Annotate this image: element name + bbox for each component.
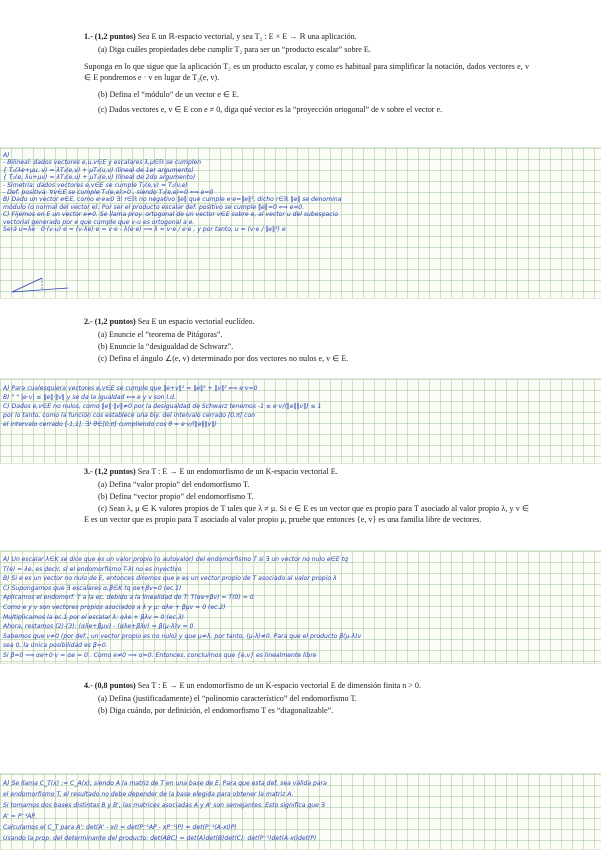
question-3-part-b: (b) Defina “vector propio” del endomorfismo T.	[98, 492, 254, 501]
question-3	[0, 466, 601, 525]
answer-sheet-3	[0, 550, 601, 664]
question-2-part-c: (c) Defina el ángulo ∠(e, v) determinado por dos vectores no nulos e, v ∈ E.	[98, 354, 349, 363]
question-1	[0, 31, 601, 115]
question-4-statement: Sea T : E → E un endomorfismo de un K-espacio vectorial E de dimensión finita n > 0.	[137, 681, 421, 690]
answer-line: Multiplicamos la ec.1 por el escalar λ: αλe + βλv = 0 (ec.3)	[3, 613, 185, 621]
question-3-part-c: (c) Sean λ, μ ∈ K valores propios de T tales que λ ≠ μ. Si e ∈ E es un vector que es propio para T asociado al valor propio λ, y v ∈ E es un vector que es propio para T asociado al valor propio μ, pruebe que entonces {e, v} es una familia libre de vectores.	[84, 504, 529, 524]
answer-line: B) " " |e·v| ≤ ‖e‖·‖v‖ y se da la igualdad ⟺ e y v son l.d.	[3, 394, 176, 401]
question-4-heading	[84, 680, 529, 691]
answer-line: A) Se llama C_T(x) := C_A(x), siendo A la matriz de T en una base de E. Para que esta def. sea válida para	[3, 780, 327, 787]
answer-line: Sabemos que v≠0 (por def., un vector propio es no nulo) y que μ≠λ, por tanto, (μ-λ)≠0. Para que el producto β(μ-λ)v	[3, 632, 362, 640]
answer-line: Como e y v son vectores propios asociados a λ y μ: αλe + βμv = 0 (ec.2)	[3, 603, 226, 611]
answer-2-handwriting	[3, 384, 598, 429]
answer-line: B) Si e es un vector no nulo de E, entonces diremos que e es un vector propio de T asociado al valor propio λ	[3, 575, 337, 583]
answer-line: Si tomamos dos bases distintas B y B', las matrices asociadas A y A' son semejantes. Esto significa que ∃	[3, 802, 325, 809]
answer-line: Usando la prop. del determinante del producto: det(ABC) = det(A)det(B)det(C): det(P⁻¹)det(A-xI)det(P)	[3, 835, 317, 842]
answer-line: Si β=0 ⟹ αe+0·v = αe = 0 . Como e≠0 ⟹ α=0. Entonces, concluimos que {e,v} es linealmente libre	[3, 651, 317, 659]
question-3-number: 3.- (1,2 puntos)	[84, 467, 136, 476]
answer-sheet-2	[0, 378, 601, 464]
answer-sheet-1	[0, 147, 601, 299]
question-3-part-a: (a) Defina “valor propio” del endomorfismo T.	[98, 480, 250, 489]
question-4-part-a: (a) Defina (justificadamente) el “polinomio característico” del endomorfismo T.	[98, 694, 357, 703]
answer-line: C) Dados e,v∈E no nulos, como ‖e‖·‖v‖≠0 por la desigualdad de Schwarz tenemos -1 ≤ e·v/(‖e‖‖v‖) ≤ 1	[3, 403, 322, 410]
question-1-heading	[84, 31, 534, 42]
question-2-statement: Sea E un espacio vectorial euclídeo.	[137, 317, 255, 326]
answer-line: T(e) = λe, es decir, si el endomorfismo T-λI no es inyectivo	[3, 565, 182, 573]
question-3-heading	[84, 466, 534, 477]
question-4-number: 4.- (0,8 puntos)	[84, 681, 136, 690]
answer-1-handwriting	[3, 152, 598, 233]
answer-line: Será u=λe · 0·(v-u)·e = (v-λe)·e = v·e - λ(e·e) ⟹ λ = v·e / e·e , y por tanto, u = (v·e / ‖e‖²) e	[3, 225, 286, 233]
answer-line: vectorial generado por e que cumple que v-u es ortogonal a e.	[3, 218, 195, 226]
answer-line: Calculamos el C_T para A': det(A' - xI) = det(P⁻¹AP - xP⁻¹IP) = det(P⁻¹(A-xI)P)	[3, 824, 237, 831]
answer-line: B) Dado un vector e∈E, como e·e≥0 ∃! r∈ℝ no negativo ‖e‖ que cumple e·e=‖e‖², dicho r∈ℝ ‖e‖ se denomina	[3, 196, 342, 204]
question-1-part-a: (a) Diga cuáles propiedades debe cumplir T₂ para ser un “producto escalar” sobre E.	[98, 45, 371, 54]
answer-4-handwriting	[3, 778, 598, 844]
answer-line: C) Fijemos en E un vector e≠0. Se llama proy. ortogonal de un vector v∈E sobre e, al vector u del subespacio	[3, 211, 339, 219]
answer-line: C) Supongamos que ∃ escalares α,β∈K tq αe+βv=0 (ec.1)	[3, 584, 182, 592]
answer-3-handwriting	[3, 555, 598, 661]
answer-line: { T₂(e, λu+μv) = λT₂(e,u) + μT₂(e,v) (lineal de 2do argumento)	[3, 174, 196, 182]
answer-line: - Def. positiva: ∀v∈E se cumple T₂(e,e)>0 , siendo T₂(e,e)=0 ⟺ e=0	[3, 188, 214, 196]
question-2-part-a: (a) Enuncie el “teorema de Pitágoras”.	[98, 330, 223, 339]
answer-line: Ahora, restamos (2)-(3): (αλe+βμv) - (αλe+βλv) = β(μ-λ)v = 0	[3, 623, 194, 631]
question-2-heading	[84, 316, 534, 327]
answer-line: módulo (o normal del vector e). Por ser el producto escalar def. positivo se cumple ‖e‖=0 ⟺ e=0.	[3, 203, 305, 211]
answer-line: el endomorfismo T, el resultado no debe depender de la base elegida para obtener la matriz A.	[3, 791, 294, 798]
answer-line: { T₂(λe+μu, v) = λT₂(e,v) + μT₂(u,v) (lineal de 1er argumento)	[3, 166, 194, 174]
question-4-part-b: (b) Diga cuándo, por definición, el endomorfismo T es “diagonalizable”.	[98, 706, 334, 715]
question-1-number: 1.- (1,2 puntos)	[84, 32, 136, 41]
question-3-statement: Sea T : E → E un endomorfismo de un K-espacio vectorial E.	[137, 467, 338, 476]
question-1-statement: Sea E un ℝ-espacio vectorial, y sea T₂ : E × E → ℝ una aplicación.	[137, 32, 357, 41]
answer-line: A' = P⁻¹AP.	[3, 813, 37, 820]
answer-line: el intervalo cerrado [-1,1], ∃! θ∈[0,π] cumpliendo cos θ = e·v/(‖e‖‖v‖)	[3, 421, 217, 428]
answer-line: A) Para cualesquiera vectores e,v∈E se cumple que ‖e+v‖² = ‖e‖² + ‖v‖² ⟺ e·v=0	[3, 385, 258, 392]
question-1-part-c: (c) Dados vectores e, v ∈ E con e ≠ 0, diga qué vector es la “proyección ortogonal” de v sobre el vector e.	[98, 105, 443, 114]
question-1-part-b: (b) Defina el “módulo” de un vector e ∈ E.	[98, 90, 239, 99]
answer-line: A) Un escalar λ∈K se dice que es un valor propio (o autovalor) del endomorfismo T si ∃ un vector no nulo e∈E tq	[3, 556, 348, 563]
answer-sheet-4	[0, 773, 601, 850]
answer-line: A)	[3, 152, 10, 159]
question-2-number: 2.- (1,2 puntos)	[84, 317, 136, 326]
question-4	[0, 680, 601, 716]
answer-line: por lo tanto, como la función cos establece una biy. del intervalo cerrado [0,π] con	[3, 412, 256, 419]
answer-line: Aplicamos el endomorf. T a la ec. debido a la linealidad de T: T(αe+βv) = T(0) = 0	[3, 594, 254, 602]
answer-line: - Simetría: dados vectores e,v∈E se cumple T₂(e,v) = T₂(v,e)	[3, 181, 188, 189]
answer-line: sea 0, la única posibilidad es β=0.	[3, 642, 108, 650]
question-1-paragraph: Suponga en lo que sigue que la aplicación T₂ es un producto escalar, y como es habitual para simplificar la notación, dados vectores e, v ∈ E pondremos e · v en lugar de T₂(e, v).	[84, 62, 529, 82]
question-2-part-b: (b) Enuncie la “desigualdad de Schwarz”.	[98, 342, 234, 351]
question-2	[0, 316, 601, 364]
answer-line: - Bilineal: dados vectores e,u,v∈E y escalares λ,μ∈ℝ se cumplen	[3, 159, 202, 167]
projection-sketch	[8, 274, 78, 296]
